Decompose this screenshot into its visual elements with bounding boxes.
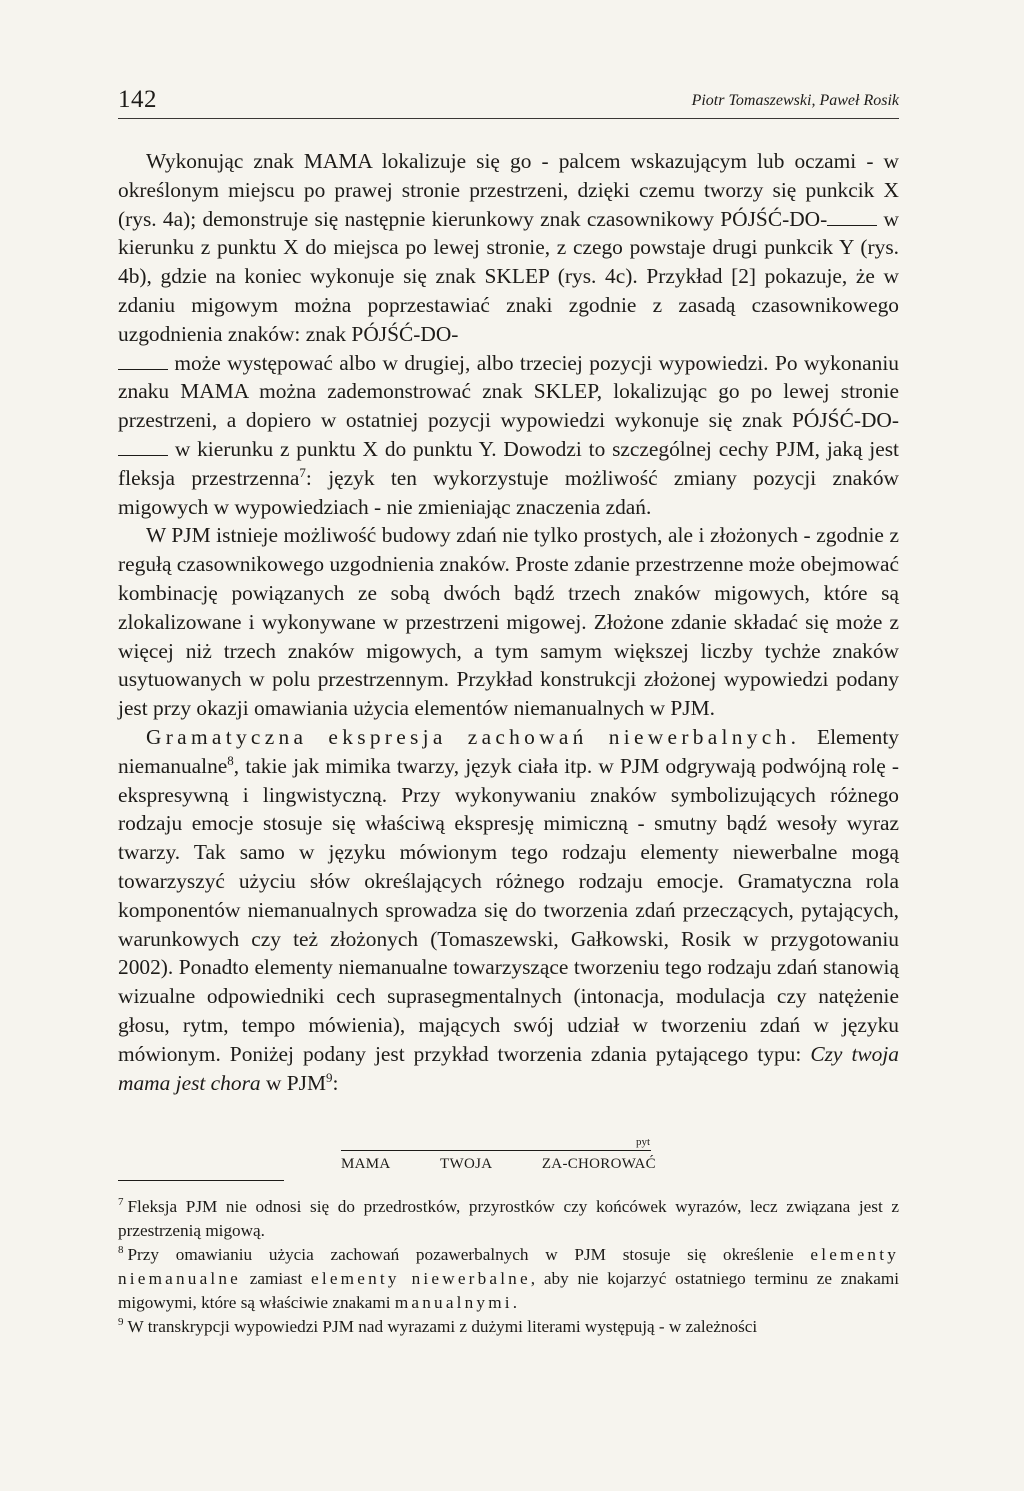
footnote-9 (118, 1315, 899, 1339)
footnote-separator (118, 1180, 284, 1181)
blank-underline (118, 353, 168, 370)
page-number: 142 (118, 86, 157, 113)
footnote-ref-7: 7 (299, 464, 306, 480)
footnote-term: manualnymi (394, 1293, 513, 1312)
text-run: w kierunku z punktu X do punktu Y. Dowodzi to szczególnej cechy PJM, jaką jest fleksja przestrzenna (118, 436, 899, 490)
footnote-7 (118, 1195, 899, 1243)
blank-underline (118, 439, 168, 456)
gloss-word: MAMA (341, 1156, 391, 1172)
text-run: Elementy niemanualne (118, 724, 899, 778)
running-header (118, 82, 899, 119)
gloss-overline (341, 1150, 651, 1151)
footnote-ref-9: 9 (325, 1069, 333, 1085)
footnote-text: Przy omawianiu użycia zachowań pozawerbalnych w PJM stosuje się określenie (127, 1245, 811, 1264)
text-run: może występować albo w drugiej, albo trzeciej pozycji wypowiedzi. Po wykonaniu znaku MAMA można zademonstrować znak SKLEP, lokalizując go po lewej stronie przestrzeni, a dopiero w ostatniej pozycji wypowiedzi wykonuje się znak PÓJŚĆ-DO- (118, 350, 899, 433)
footnote-text: . (512, 1293, 518, 1312)
text-run: w PJM (260, 1070, 326, 1095)
footnote-marker: 8 (118, 1244, 124, 1257)
footnote-text: , aby nie kojarzyć ostatniego terminu ze znakami migowymi, które są właściwie znakami (118, 1269, 900, 1312)
text-run: , takie jak mimika twarzy, język ciała itp. w PJM odgrywają podwójną rolę - ekspresywną i lingwistyczną. Przy wykonywaniu znaków symbolizujących różnego rodzaju emocje stosuje się właściwą ekspresję mimiczną - smutny bądź wesoły wyraz twarzy. Tak samo w języku mówionym tego rodzaju elementy niewerbalne mogą towarzyszyć użyciu słów określających różnego rodzaju emocje. Gramatyczna rola komponentów niemanualnych sprowadza się do tworzenia zdań przeczących, pytających, warunkowych czy też złożonych (Tomaszewski, Gałkowski, Rosik w przygotowaniu 2002). Ponadto elementy niemanualne towarzyszące tworzeniu tego rodzaju zdań stanowią wizualne odpowiedniki cech suprasegmentalnych (intonacja, modulacja czy natężenie głosu, rytm, tempo mówienia), mających swój udział w tworzeniu zdań w języku mówionym. Poniżej podany jest przykład tworzenia zdania pytającego typu: (118, 753, 899, 1066)
footnote-text: Fleksja PJM nie odnosi się do przedrostków, przyrostków czy końcówek wyrazów, lecz związana jest z przestrzenią migową. (118, 1197, 899, 1240)
gloss-word: TWOJA (440, 1156, 493, 1172)
example-sentence: Czy twoja mama jest chora (118, 1041, 899, 1095)
section-heading: Gramatyczna ekspresja zachowań niewerbalnych. (146, 724, 801, 749)
footnote-marker: 9 (118, 1316, 124, 1329)
footnote-ref-8: 8 (227, 752, 234, 768)
running-head-authors: Piotr Tomaszewski, Paweł Rosik (691, 92, 899, 109)
gloss-question-mark: pyt (635, 1136, 650, 1148)
gloss-example (341, 1138, 656, 1178)
footnote-marker: 7 (118, 1196, 124, 1209)
text-run: Wykonując znak MAMA lokalizuje się go - palcem wskazującym lub oczami - w określonym miejscu po prawej stronie przestrzeni, dzięki czemu tworzy się punkcik X (rys. 4a); demonstruje się następnie kierunkowy znak czasownikowy PÓJŚĆ-DO- (118, 149, 899, 231)
footnote-text: zamiast (241, 1269, 312, 1288)
paragraph-2: W PJM istnieje możliwość budowy zdań nie tylko prostych, ale i złożonych - zgodnie z regułą czasownikowego uzgodnienia znaków. Proste zdanie przestrzenne może obejmować kombinację powiązanych ze sobą dwóch bądź trzech znaków migowych, które są zlokalizowane i wykonywane w przestrzeni migowej. Złożone zdanie składać się może z więcej niż trzech znaków migowych, a tym samym większej liczby tychże znaków usytuowanych w polu przestrzennym. Przykład konstrukcji złożonej wypowiedzi podany jest przy okazji omawiania użycia elementów niemanualnych w PJM. (118, 523, 899, 721)
footnote-8 (118, 1243, 899, 1315)
gloss-words (341, 1156, 656, 1173)
paragraph-3 (118, 723, 899, 1097)
text-run: : język ten wykorzystuje możliwość zmiany pozycji znaków migowych w wypowiedziach - nie zmieniając znaczenia zdań. (118, 465, 899, 519)
footnotes (118, 1195, 899, 1339)
footnote-term: elementy niemanualne (118, 1245, 899, 1288)
footnote-term: elementy niewerbalne (311, 1269, 531, 1288)
text-run: : (332, 1070, 339, 1095)
footnote-text: W transkrypcji wypowiedzi PJM nad wyrazami z dużymi literami występują - w zależności (127, 1317, 758, 1336)
text-run: w kierunku z punktu X do miejsca po lewej stronie, z czego powstaje drugi punkcik Y (rys. 4b), gdzie na koniec wykonuje się znak SKLEP (rys. 4c). Przykład [2] pokazuje, że w zdaniu migowym można poprzestawiać znaki zgodnie z zasadą czasownikowego uzgodnienia znaków: znak PÓJŚĆ-DO- (118, 206, 900, 346)
body-text (118, 147, 899, 1097)
gloss-word: ZA-CHOROWAĆ (541, 1156, 656, 1172)
blank-underline (827, 209, 877, 226)
paragraph-1 (118, 147, 899, 521)
